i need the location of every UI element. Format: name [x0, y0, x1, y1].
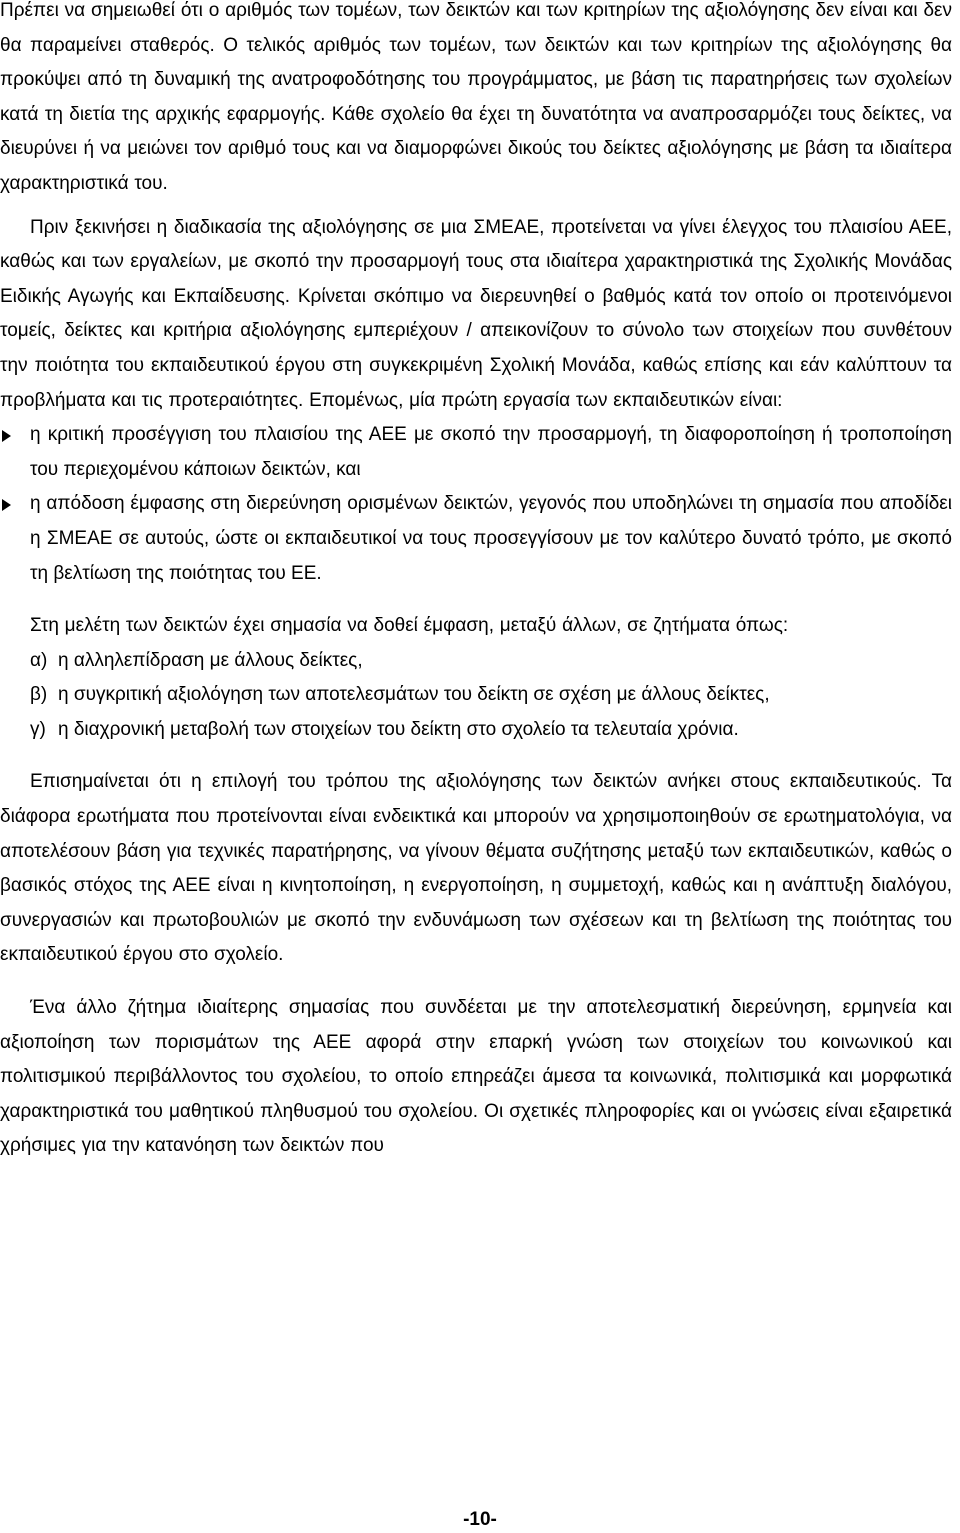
enum-item-c	[0, 713, 952, 748]
enum-text-c: η διαχρονική μεταβολή των στοιχείων του δείκτη στο σχολείο τα τελευταία χρόνια.	[58, 718, 739, 740]
enum-item-b	[0, 678, 952, 713]
enum-marker-a: α)	[30, 649, 48, 671]
arrow-bullet-icon	[2, 430, 11, 442]
bullet-text-2: η απόδοση έμφασης στη διερεύνηση ορισμένων δεικτών, γεγονός που υποδηλώνει τη σημασία που αποδίδει η ΣΜΕΑΕ σε αυτούς, ώστε οι εκπαιδευτικοί να τους προσεγγίσουν με τον καλύτερο δυνατό τρόπο, με σκοπό τη βελτίωση της ποιότητας του ΕΕ.	[30, 493, 952, 584]
enum-marker-c: γ)	[30, 718, 46, 740]
enum-text-b: η συγκριτική αξιολόγηση των αποτελεσμάτων του δείκτη σε σχέση με άλλους δείκτες,	[58, 684, 770, 706]
paragraph-2: Πριν ξεκινήσει η διαδικασία της αξιολόγησης σε μια ΣΜΕΑΕ, προτείνεται να γίνει έλεγχος του πλαισίου ΑΕΕ, καθώς και των εργαλείων, με σκοπό την προσαρμογή τους στα ιδιαίτερα χαρακτηριστικά της Σχολικής Μονάδας Ειδικής Αγωγής και Εκπαίδευσης. Κρίνεται σκόπιμο να διερευνηθεί ο βαθμός κατά τον οποίο οι προτεινόμενοι τομείς, δείκτες και κριτήρια αξιολόγησης εμπεριέχουν / απεικονίζουν το σύνολο των στοιχείων που συνθέτουν την ποιότητα του εκπαιδευτικού έργου στη συγκεκριμένη Σχολική Μονάδα, καθώς επίσης και εάν καλύπτουν τα προβλήματα και τις προτεραιότητες. Επομένως, μία πρώτη εργασία των εκπαιδευτικών είναι:	[0, 216, 952, 411]
bullet-item-2	[0, 487, 952, 591]
enumerated-list	[0, 644, 952, 748]
enum-text-a: η αλληλεπίδραση με άλλους δείκτες,	[58, 649, 363, 671]
paragraph-3: Στη μελέτη των δεικτών έχει σημασία να δοθεί έμφαση, μεταξύ άλλων, σε ζητήματα όπως:	[30, 615, 789, 637]
bullet-list	[0, 418, 952, 591]
paragraph-4: Επισημαίνεται ότι η επιλογή του τρόπου της αξιολόγησης των δεικτών ανήκει στους εκπαιδευτικούς. Τα διάφορα ερωτήματα που προτείνονται είναι ενδεικτικά και μπορούν να χρησιμοποιηθούν σε ερωτηματολόγια, να αποτελέσουν βάση για τεχνικές παρατήρησης, να γίνουν θέματα συζήτησης μεταξύ των εκπαιδευτικών, καθώς ο βασικός στόχος της ΑΕΕ είναι η κινητοποίηση, η ενεργοποίηση, η συμμετοχή, καθώς και η ανάπτυξη διαλόγου, συνεργασιών και πρωτοβουλιών με σκοπό την ενδυνάμωση των σχέσεων και τη βελτίωση της ποιότητας του εκπαιδευτικού έργου στο σχολείο.	[0, 771, 952, 966]
bullet-item-1	[0, 418, 952, 487]
paragraph-5: Ένα άλλο ζήτημα ιδιαίτερης σημασίας που συνδέεται με την αποτελεσματική διερεύνηση, ερμηνεία και αξιοποίηση των πορισμάτων της ΑΕΕ αφορά στην επαρκή γνώση των στοιχείων του κοινωνικού και πολιτισμικού περιβάλλοντος του σχολείου, το οποίο επηρεάζει άμεσα τα κοινωνικά, πολιτισμικά και μορφωτικά χαρακτηριστικά του μαθητικού πληθυσμού του σχολείου. Οι σχετικές πληροφορίες και οι γνώσεις είναι εξαιρετικά χρήσιμες για την κατανόηση των δεικτών που	[0, 997, 952, 1157]
paragraph-1: Πρέπει να σημειωθεί ότι ο αριθμός των τομέων, των δεικτών και των κριτηρίων της αξιολόγησης δεν είναι και δεν θα παραμείνει σταθερός. Ο τελικός αριθμός των τομέων, των δεικτών και των κριτηρίων της αξιολόγησης θα προκύψει από τη δυναμική της ανατροφοδότησης του προγράμματος, με βάση τις παρατηρήσεις των σχολείων κατά τη διετία της αρχικής εφαρμογής. Κάθε σχολείο θα έχει τη δυνατότητα να αναπροσαρμόζει τους δείκτες, να διευρύνει ή να μειώνει τον αριθμό τους και να διαμορφώνει δικούς του δείκτες αξιολόγησης με βάση τα ιδιαίτερα χαρακτηριστικά του.	[0, 0, 952, 194]
page-number: -10-	[463, 1509, 497, 1530]
arrow-bullet-icon	[2, 499, 11, 511]
enum-marker-b: β)	[30, 684, 48, 706]
bullet-text-1: η κριτική προσέγγιση του πλαισίου της ΑΕΕ με σκοπό την προσαρμογή, τη διαφοροποίηση ή τροποποίηση του περιεχομένου κάποιων δεικτών, και	[30, 424, 952, 480]
enum-item-a	[0, 644, 952, 679]
